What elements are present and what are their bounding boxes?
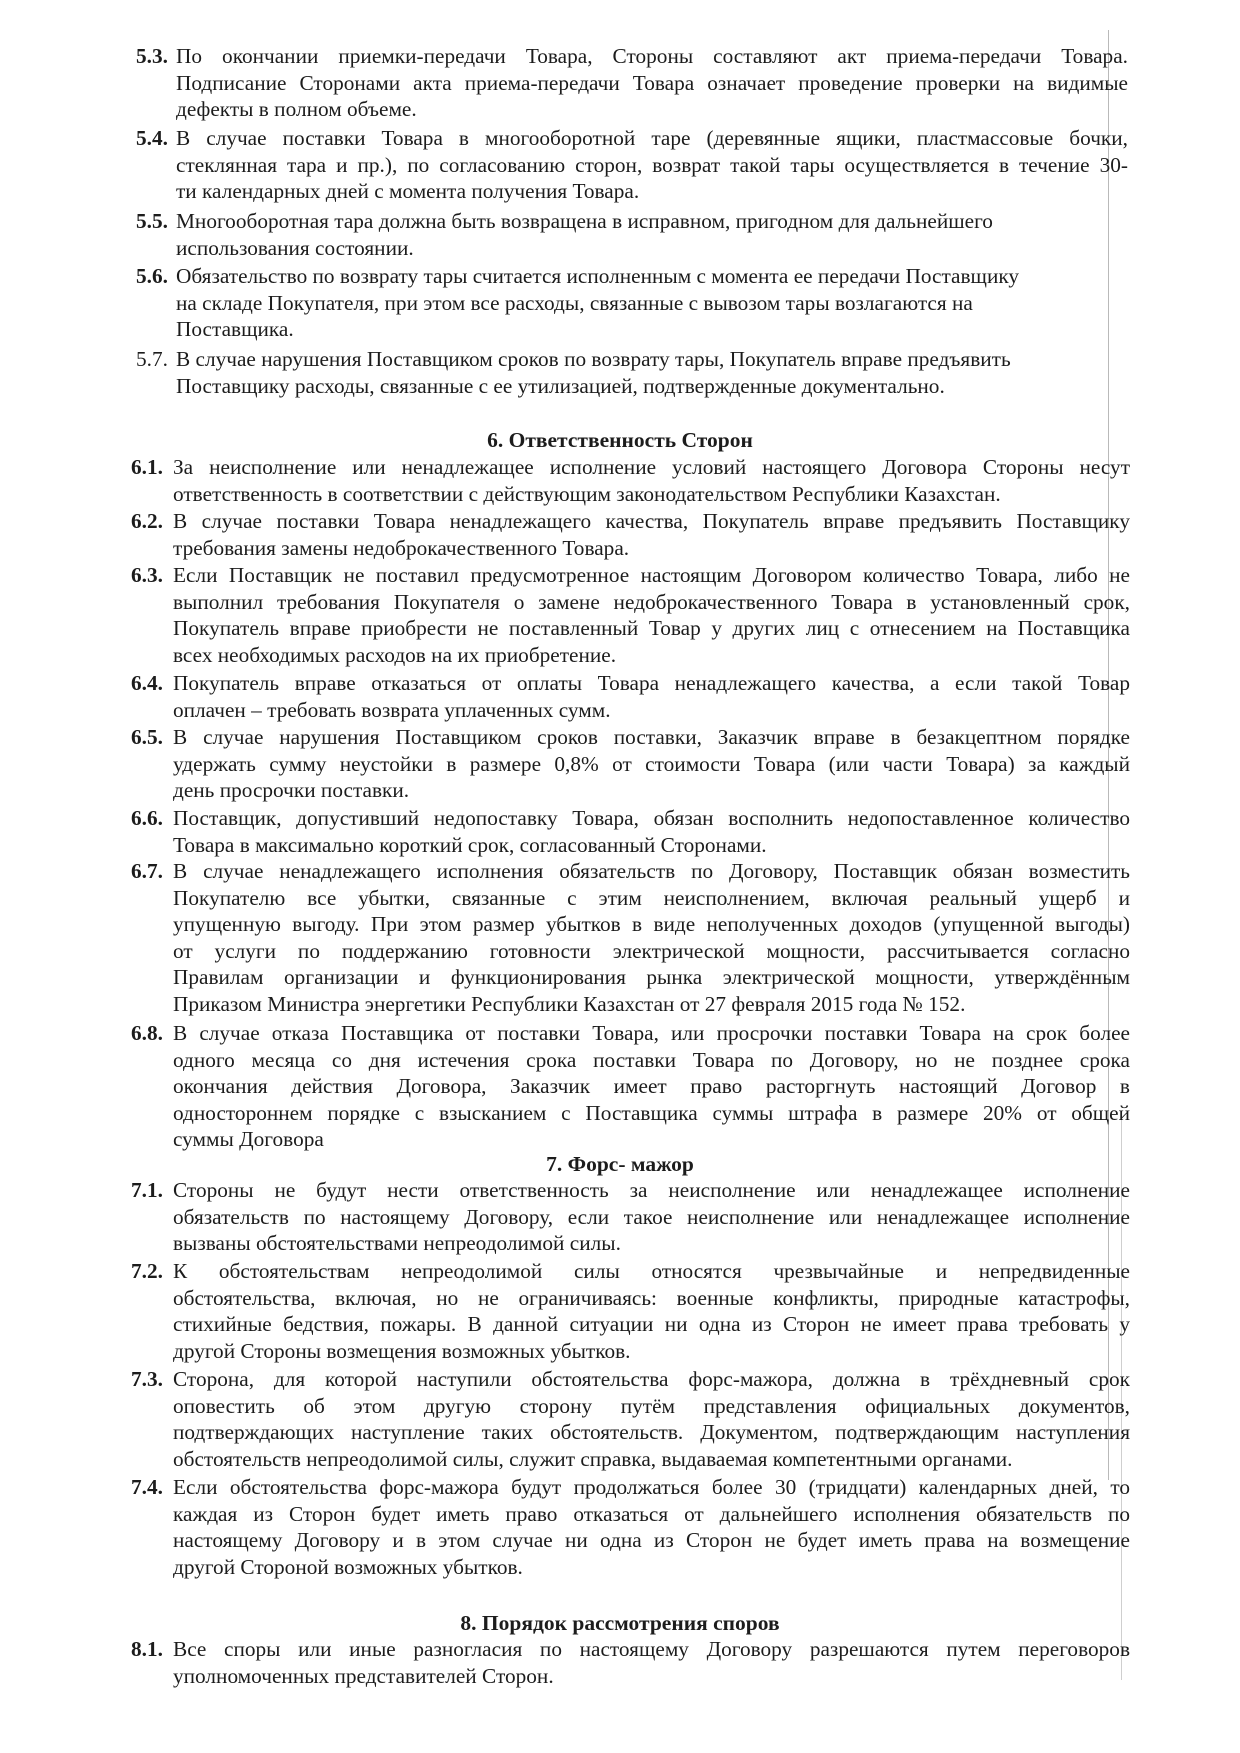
clause-6-5 [131,724,1130,804]
clause-6-3 [131,562,1130,668]
clause-number: 5.5. [136,209,168,233]
clause-5-5 [136,208,1128,261]
clause-text-line: Приказом Министра энергетики Республики Казахстан от 27 февраля 2015 года № 152. [173,991,966,1016]
clause-number: 5.3. [136,44,168,68]
clause-text-line: Поставщик, допустивший недопоставку Товара, обязан восполнить недопоставленное количество [173,806,1130,830]
clause-text-line: Сторона, для которой наступили обстоятельства форс-мажора, должна в трёхдневный срок [173,1367,1130,1391]
clause-text-line: на складе Покупателя, при этом все расходы, связанные с вывозом тары возлагаются на [176,290,973,315]
section-heading-8: 8. Порядок рассмотрения споров [460,1611,780,1635]
clause-text-line: За неисполнение или ненадлежащее исполнение условий настоящего Договора Стороны несут [173,455,1130,479]
clause-number: 6.5. [131,725,163,749]
clause-text-line: окончания действия Договора, Заказчик имеет право расторгнуть настоящий Договор в [173,1074,1130,1098]
clause-text-line: Поставщику расходы, связанные с ее утилизацией, подтвержденные документально. [176,373,945,398]
clause-text-line: Поставщика. [176,317,294,341]
clause-5-4 [136,125,1128,205]
clause-number: 7.1. [131,1178,163,1202]
clause-text-line: каждая из Сторон будет иметь право отказаться от дальнейшего исполнения обязательств по [173,1501,1130,1526]
clause-number: 7.4. [131,1475,163,1499]
clause-text-line: настоящему Договору и в этом случае ни одна из Сторон не будет иметь права на возмещение [173,1528,1130,1552]
clause-text-line: другой Стороной возможных убытков. [173,1554,523,1579]
clause-6-8 [131,1020,1130,1153]
clause-5-3 [136,43,1128,123]
clause-number: 6.6. [131,806,163,830]
clause-text-line: обстоятельств непреодолимой силы, служит справка, выдаваемая компетентными органами. [173,1446,1013,1471]
clause-number: 6.1. [131,455,163,479]
clause-text-line: В случае поставки Товара в многооборотной таре (деревянные ящики, пластмассовые бочки, [176,126,1128,150]
clause-number: 5.4. [136,126,168,150]
clause-number: 5.6. [136,264,168,288]
clause-text-line: Стороны не будут нести ответственность за неисполнение или ненадлежащее исполнение [173,1178,1130,1202]
clause-text-line: ответственность в соответствии с действующим законодательством Республики Казахстан. [173,481,1001,506]
clause-number: 6.7. [131,859,163,883]
clause-text-line: обстоятельства, включая, но не ограничиваясь: военные конфликты, природные катастрофы, [173,1285,1130,1310]
clause-text-line: требования замены недоброкачественного Товара. [173,535,630,560]
section-heading-7: 7. Форс- мажор [546,1152,694,1176]
clause-text-line: одного месяца со дня истечения срока поставки Товара по Договору, но не позднее срока [173,1047,1130,1072]
clause-text-line: В случае отказа Поставщика от поставки Товара, или просрочки поставки Товара на срок более [173,1021,1130,1045]
clause-number: 6.2. [131,509,163,533]
clause-text-line: другой Стороны возмещения возможных убытков. [173,1338,631,1363]
clause-6-4 [131,670,1130,723]
clause-text-line: В случае ненадлежащего исполнения обязательств по Договору, Поставщик обязан возместить [173,859,1130,883]
clause-text-line: оповестить об этом другую сторону путём представления официальных документов, [173,1393,1130,1418]
clause-text-line: выполнил требования Покупателя о замене недоброкачественного Товара в установленный срок, [173,589,1130,614]
clause-number: 8.1. [131,1637,163,1661]
clause-text-line: всех необходимых расходов на их приобретение. [173,642,617,667]
clause-number: 7.2. [131,1259,163,1283]
clause-text-line: В случае нарушения Поставщиком сроков по возврату тары, Покупатель вправе предъявить [176,347,1011,371]
clause-text-line: Обязательство по возврату тары считается исполненным с момента ее передачи Поставщику [176,264,1020,288]
clause-text-line: Если Поставщик не поставил предусмотренное настоящим Договором количество Товара, либо не [173,563,1130,587]
clause-text-line: удержать сумму неустойки в размере 0,8% от стоимости Товара (или части Товара) за каждый [173,751,1130,776]
clause-number: 7.3. [131,1367,163,1391]
clause-text-line: Все споры или иные разногласия по настоящему Договору разрешаются путем переговоров [173,1637,1130,1661]
clause-7-4 [131,1474,1130,1580]
clause-text-line: день просрочки поставки. [173,778,410,802]
clause-6-2 [131,508,1130,561]
clause-text-line: К обстоятельствам непреодолимой силы относятся чрезвычайные и непредвиденные [173,1259,1130,1283]
clause-text-line: обязательств по настоящему Договору, если такое неисполнение или ненадлежащее исполнение [173,1204,1130,1229]
clause-text-line: стихийные бедствия, пожары. В данной ситуации ни одна из Сторон не имеет права требовать у [173,1312,1130,1336]
clause-text-line: Подписание Сторонами акта приема-передачи Товара означает проведение проверки на видимые [176,70,1128,95]
clause-text-line: упущенную выгоду. При этом размер убытков в виде неполученных доходов (упущенной выгоды) [173,912,1130,936]
clause-text-line: В случае нарушения Поставщиком сроков поставки, Заказчик вправе в безакцептном порядке [173,725,1130,749]
section-heading-6: 6. Ответственность Сторон [487,428,753,452]
clause-text-line: вызваны обстоятельствами непреодолимой силы. [173,1231,621,1255]
clause-text-line: Правилам организации и функционирования рынка электрической мощности, утверждённым [173,965,1130,989]
clause-text-line: Покупателю все убытки, связанные с этим неисполнением, включая реальный ущерб и [173,885,1130,910]
clause-5-6 [136,263,1128,343]
clause-text-line: подтверждающих наступление таких обстоятельств. Документом, подтверждающим наступления [173,1420,1130,1444]
clause-text-line: В случае поставки Товара ненадлежащего качества, Покупатель вправе предъявить Поставщику [173,509,1130,533]
clause-7-2 [131,1258,1130,1364]
clause-text-line: ти календарных дней с момента получения Товара. [176,179,640,203]
clause-number: 6.4. [131,671,163,695]
clause-text-line: По окончании приемки-передачи Товара, Стороны составляют акт приема-передачи Товара. [176,44,1128,68]
clause-number: 6.8. [131,1021,163,1045]
clause-number: 6.3. [131,563,163,587]
clause-text-line: Покупатель вправе отказаться от оплаты Товара ненадлежащего качества, а если такой Товар [173,671,1130,695]
clause-text-line: оплачен – требовать возврата уплаченных сумм. [173,697,611,722]
clause-6-6 [131,805,1130,858]
clause-text-line: Если обстоятельства форс-мажора будут продолжаться более 30 (тридцати) календарных дней, то [173,1475,1130,1499]
clause-8-1 [131,1636,1130,1689]
clause-text-line: суммы Договора [173,1127,324,1151]
clause-text-line: Товара в максимально короткий срок, согласованный Сторонами. [173,832,767,857]
clause-7-3 [131,1366,1130,1472]
clause-7-1 [131,1177,1130,1257]
clause-text-line: дефекты в полном объеме. [176,97,417,121]
clause-text-line: одностороннем порядке с взысканием с Поставщика суммы штрафа в размере 20% от общей [173,1100,1130,1125]
clause-6-7 [131,858,1130,1017]
clause-5-7 [136,346,1128,399]
clause-text-line: стеклянная тара и пр.), по согласованию сторон, возврат такой тары осуществляется в течение 30- [176,152,1128,177]
clause-text-line: уполномоченных представителей Сторон. [173,1663,554,1688]
clause-text-line: от услуги по поддержанию готовности электрической мощности, рассчитывается согласно [173,938,1130,963]
clause-6-1 [131,454,1130,507]
clause-text-line: Многооборотная тара должна быть возвращена в исправном, пригодном для дальнейшего [176,209,993,233]
clause-number: 5.7. [136,347,168,371]
clause-text-line: Покупатель вправе приобрести не поставленный Товар у других лиц с отнесением на Поставщика [173,616,1130,640]
clause-text-line: использования состоянии. [176,235,414,260]
